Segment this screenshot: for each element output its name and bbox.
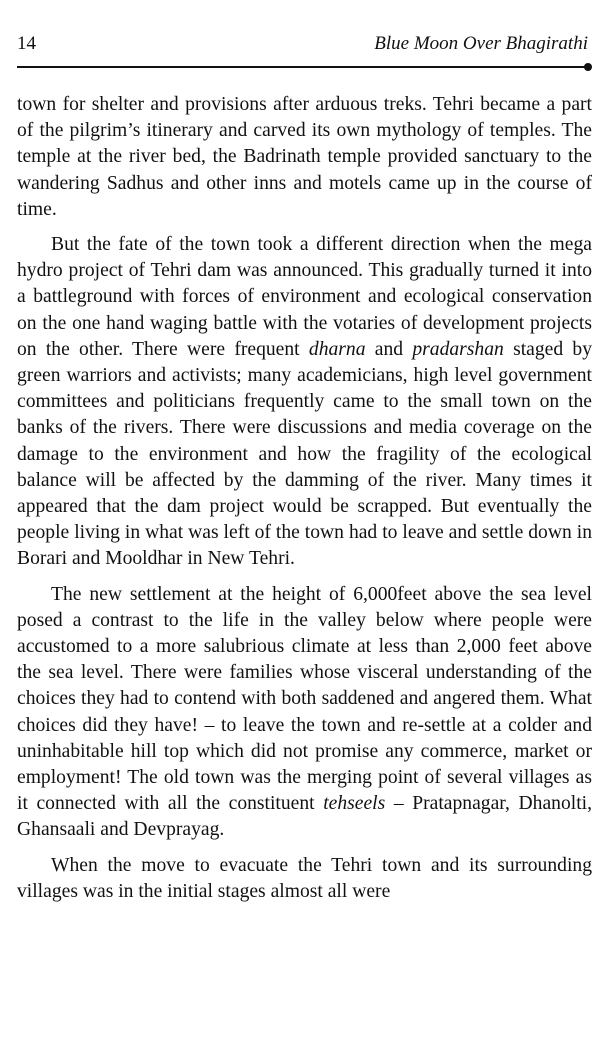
text-segment: town for shelter and provisions after arduous treks. Tehri became a part of the pilgrim’s itinerary and carved its own mythology of temples. The temple at the river bed, the Badrinath temple provided sanctuary to the wandering Sadhus and other inns and motels came up in the course of time. [17,94,592,220]
body-text [17,92,592,905]
page-number: 14 [17,33,36,54]
header-rule-end-dot [584,63,592,71]
paragraph-3 [17,582,592,844]
page-header [17,32,590,66]
running-title: Blue Moon Over Bhagirathi [374,33,588,54]
text-segment: and [365,338,413,360]
text-segment: – Pratapnagar, Dhanolti, Ghansaali and Devprayag. [17,793,592,841]
text-segment: But the fate of the town took a different direction when the mega hydro project of Tehri dam was announced. This gradually turned it into a battleground with forces of environment and ecological conservation on the one hand waging battle with the votaries of development projects on the other. There were frequent [17,234,592,360]
text-segment: When the move to evacuate the Tehri town and its surrounding villages was in the initial stages almost all were [17,854,592,902]
italic-term-dharna: dharna [308,338,366,360]
italic-term-tehseels: tehseels [323,793,386,815]
paragraph-4 [17,853,592,905]
header-rule [17,66,588,68]
italic-term-pradarshan: pradarshan [412,338,504,360]
paragraph-2 [17,232,592,573]
text-segment: staged by green warriors and activists; many academicians, high level government committees and politicians frequently came to the small town on the banks of the rivers. There were discussions and media coverage on the damage to the environment and how the fragility of the ecological balance will be affected by the damming of the river. Many times it appeared that the dam project would be scrapped. But eventually the people living in what was left of the town had to leave and settle down in Borari and Mooldhar in New Tehri. [17,338,592,570]
paragraph-1 [17,92,592,223]
text-segment: The new settlement at the height of 6,000feet above the sea level posed a contrast to the life in the valley below where people were accustomed to a more salubrious climate at less than 2,000 feet above the sea level. There were families whose visceral understanding of the choices they had to contend with both saddened and angered them. What choices did they have! – to leave the town and re-settle at a colder and uninhabitable hill top which did not promise any commerce, market or employment! The old town was the merging point of several villages as it connected with all the constituent [17,583,592,815]
